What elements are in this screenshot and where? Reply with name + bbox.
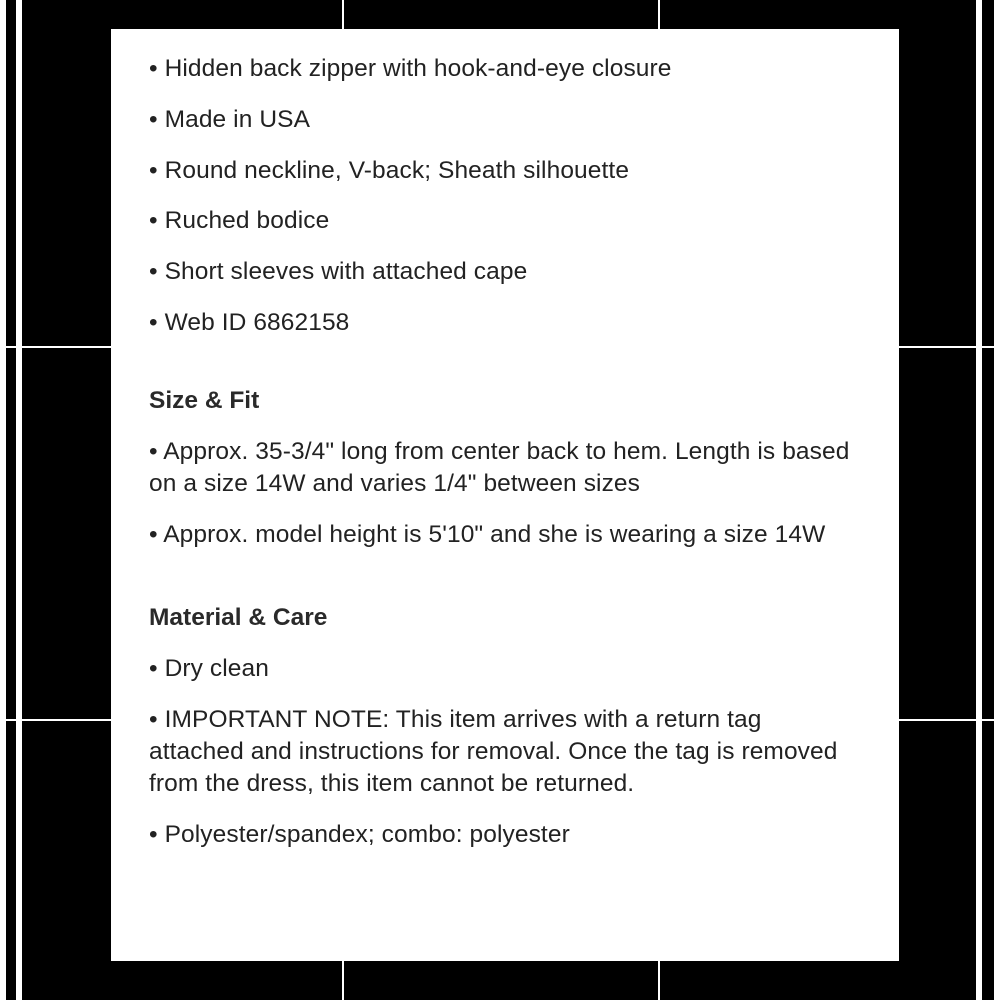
details-item-zipper: • Hidden back zipper with hook-and-eye closure <box>149 55 672 82</box>
material-care-heading: Material & Care <box>149 603 328 631</box>
size-fit-heading: Size & Fit <box>149 386 260 414</box>
product-details-card <box>111 29 899 961</box>
right-edge-inner <box>982 0 994 1000</box>
material-care-item-return-note: • IMPORTANT NOTE: This item arrives with a return tag attached and instructions for removal. Once the tag is removed from the dress, this item cannot be returned. <box>149 705 838 797</box>
details-item-web-id: • Web ID 6862158 <box>149 308 350 336</box>
details-item-origin: • Made in USA <box>149 105 311 133</box>
details-list <box>149 29 861 339</box>
details-item-sleeves: • Short sleeves with attached cape <box>149 258 528 286</box>
details-item-bodice: • Ruched bodice <box>149 207 330 235</box>
size-fit-item-length: • Approx. 35-3/4" long from center back to hem. Length is based on a size 14W and varies 1/4" between sizes <box>149 437 850 497</box>
material-care-item-fabric: • Polyester/spandex; combo: polyester <box>149 820 570 848</box>
material-care-section <box>149 602 861 851</box>
size-fit-item-model: • Approx. model height is 5'10" and she is wearing a size 14W <box>149 520 826 548</box>
size-fit-section <box>149 385 861 551</box>
left-edge-inner <box>6 0 16 1000</box>
material-care-item-dry-clean: • Dry clean <box>149 654 269 682</box>
details-item-neckline: • Round neckline, V-back; Sheath silhouette <box>149 156 630 184</box>
